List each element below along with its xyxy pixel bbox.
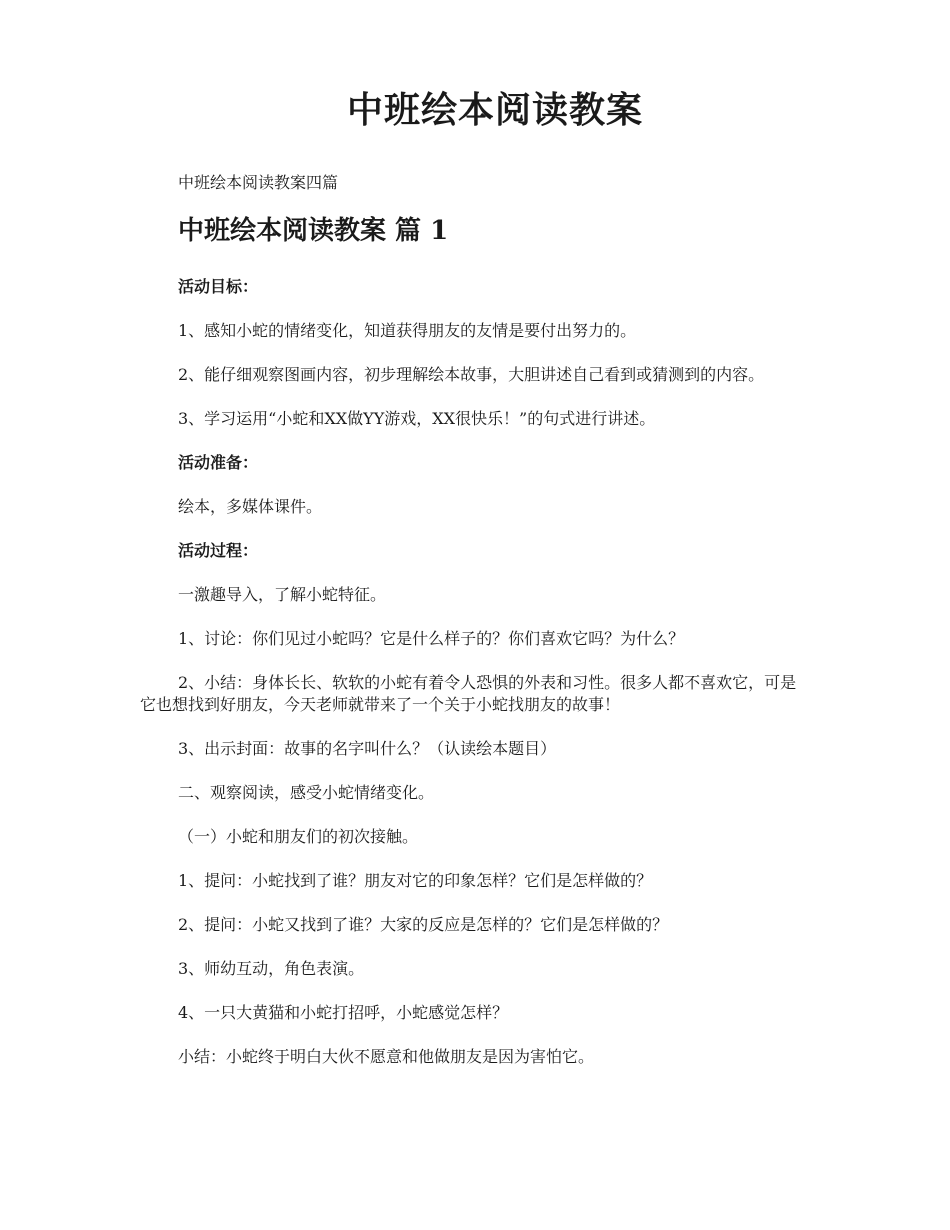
paragraph: （一）小蛇和朋友们的初次接触。 bbox=[178, 827, 419, 846]
paragraph: 二、观察阅读，感受小蛇情绪变化。 bbox=[178, 783, 435, 802]
paragraph: 2、提问：小蛇又找到了谁？大家的反应是怎样的？它们是怎样做的？ bbox=[178, 915, 669, 934]
paragraph: 1、感知小蛇的情绪变化，知道获得朋友的友情是要付出努力的。 bbox=[178, 321, 637, 340]
paragraph: 1、讨论：你们见过小蛇吗？它是什么样子的？你们喜欢它吗？为什么？ bbox=[178, 629, 685, 648]
paragraph: 绘本，多媒体课件。 bbox=[178, 497, 323, 516]
section-label: 活动过程： bbox=[178, 541, 259, 560]
document-subtitle: 中班绘本阅读教案四篇 bbox=[178, 173, 339, 192]
paragraph: 2、能仔细观察图画内容，初步理解绘本故事，大胆讲述自己看到或猜测到的内容。 bbox=[178, 365, 765, 384]
paragraph: 小结：小蛇终于明白大伙不愿意和他做朋友是因为害怕它。 bbox=[178, 1047, 595, 1066]
paragraph: 一激趣导入，了解小蛇特征。 bbox=[178, 585, 387, 604]
document-body bbox=[140, 276, 808, 1090]
paragraph: 3、出示封面：故事的名字叫什么？（认读绘本题目） bbox=[178, 739, 557, 758]
section-title: 中班绘本阅读教案 篇 1 bbox=[178, 216, 449, 246]
paragraph: 2、小结：身体长长、软软的小蛇有着令人恐惧的外表和习性。很多人都不喜欢它，可是它也想找到好朋友，今天老师就带来了一个关于小蛇找朋友的故事！ bbox=[140, 673, 797, 714]
paragraph: 3、师幼互动，角色表演。 bbox=[178, 959, 365, 978]
section-label: 活动准备： bbox=[178, 453, 259, 472]
paragraph: 4、一只大黄猫和小蛇打招呼，小蛇感觉怎样？ bbox=[178, 1003, 509, 1022]
section-label: 活动目标： bbox=[178, 277, 259, 296]
document-title: 中班绘本阅读教案 bbox=[346, 89, 643, 131]
paragraph: 1、提问：小蛇找到了谁？朋友对它的印象怎样？它们是怎样做的？ bbox=[178, 871, 653, 890]
paragraph: 3、学习运用“小蛇和XX做YY游戏，XX很快乐！”的句式进行讲述。 bbox=[178, 409, 656, 428]
